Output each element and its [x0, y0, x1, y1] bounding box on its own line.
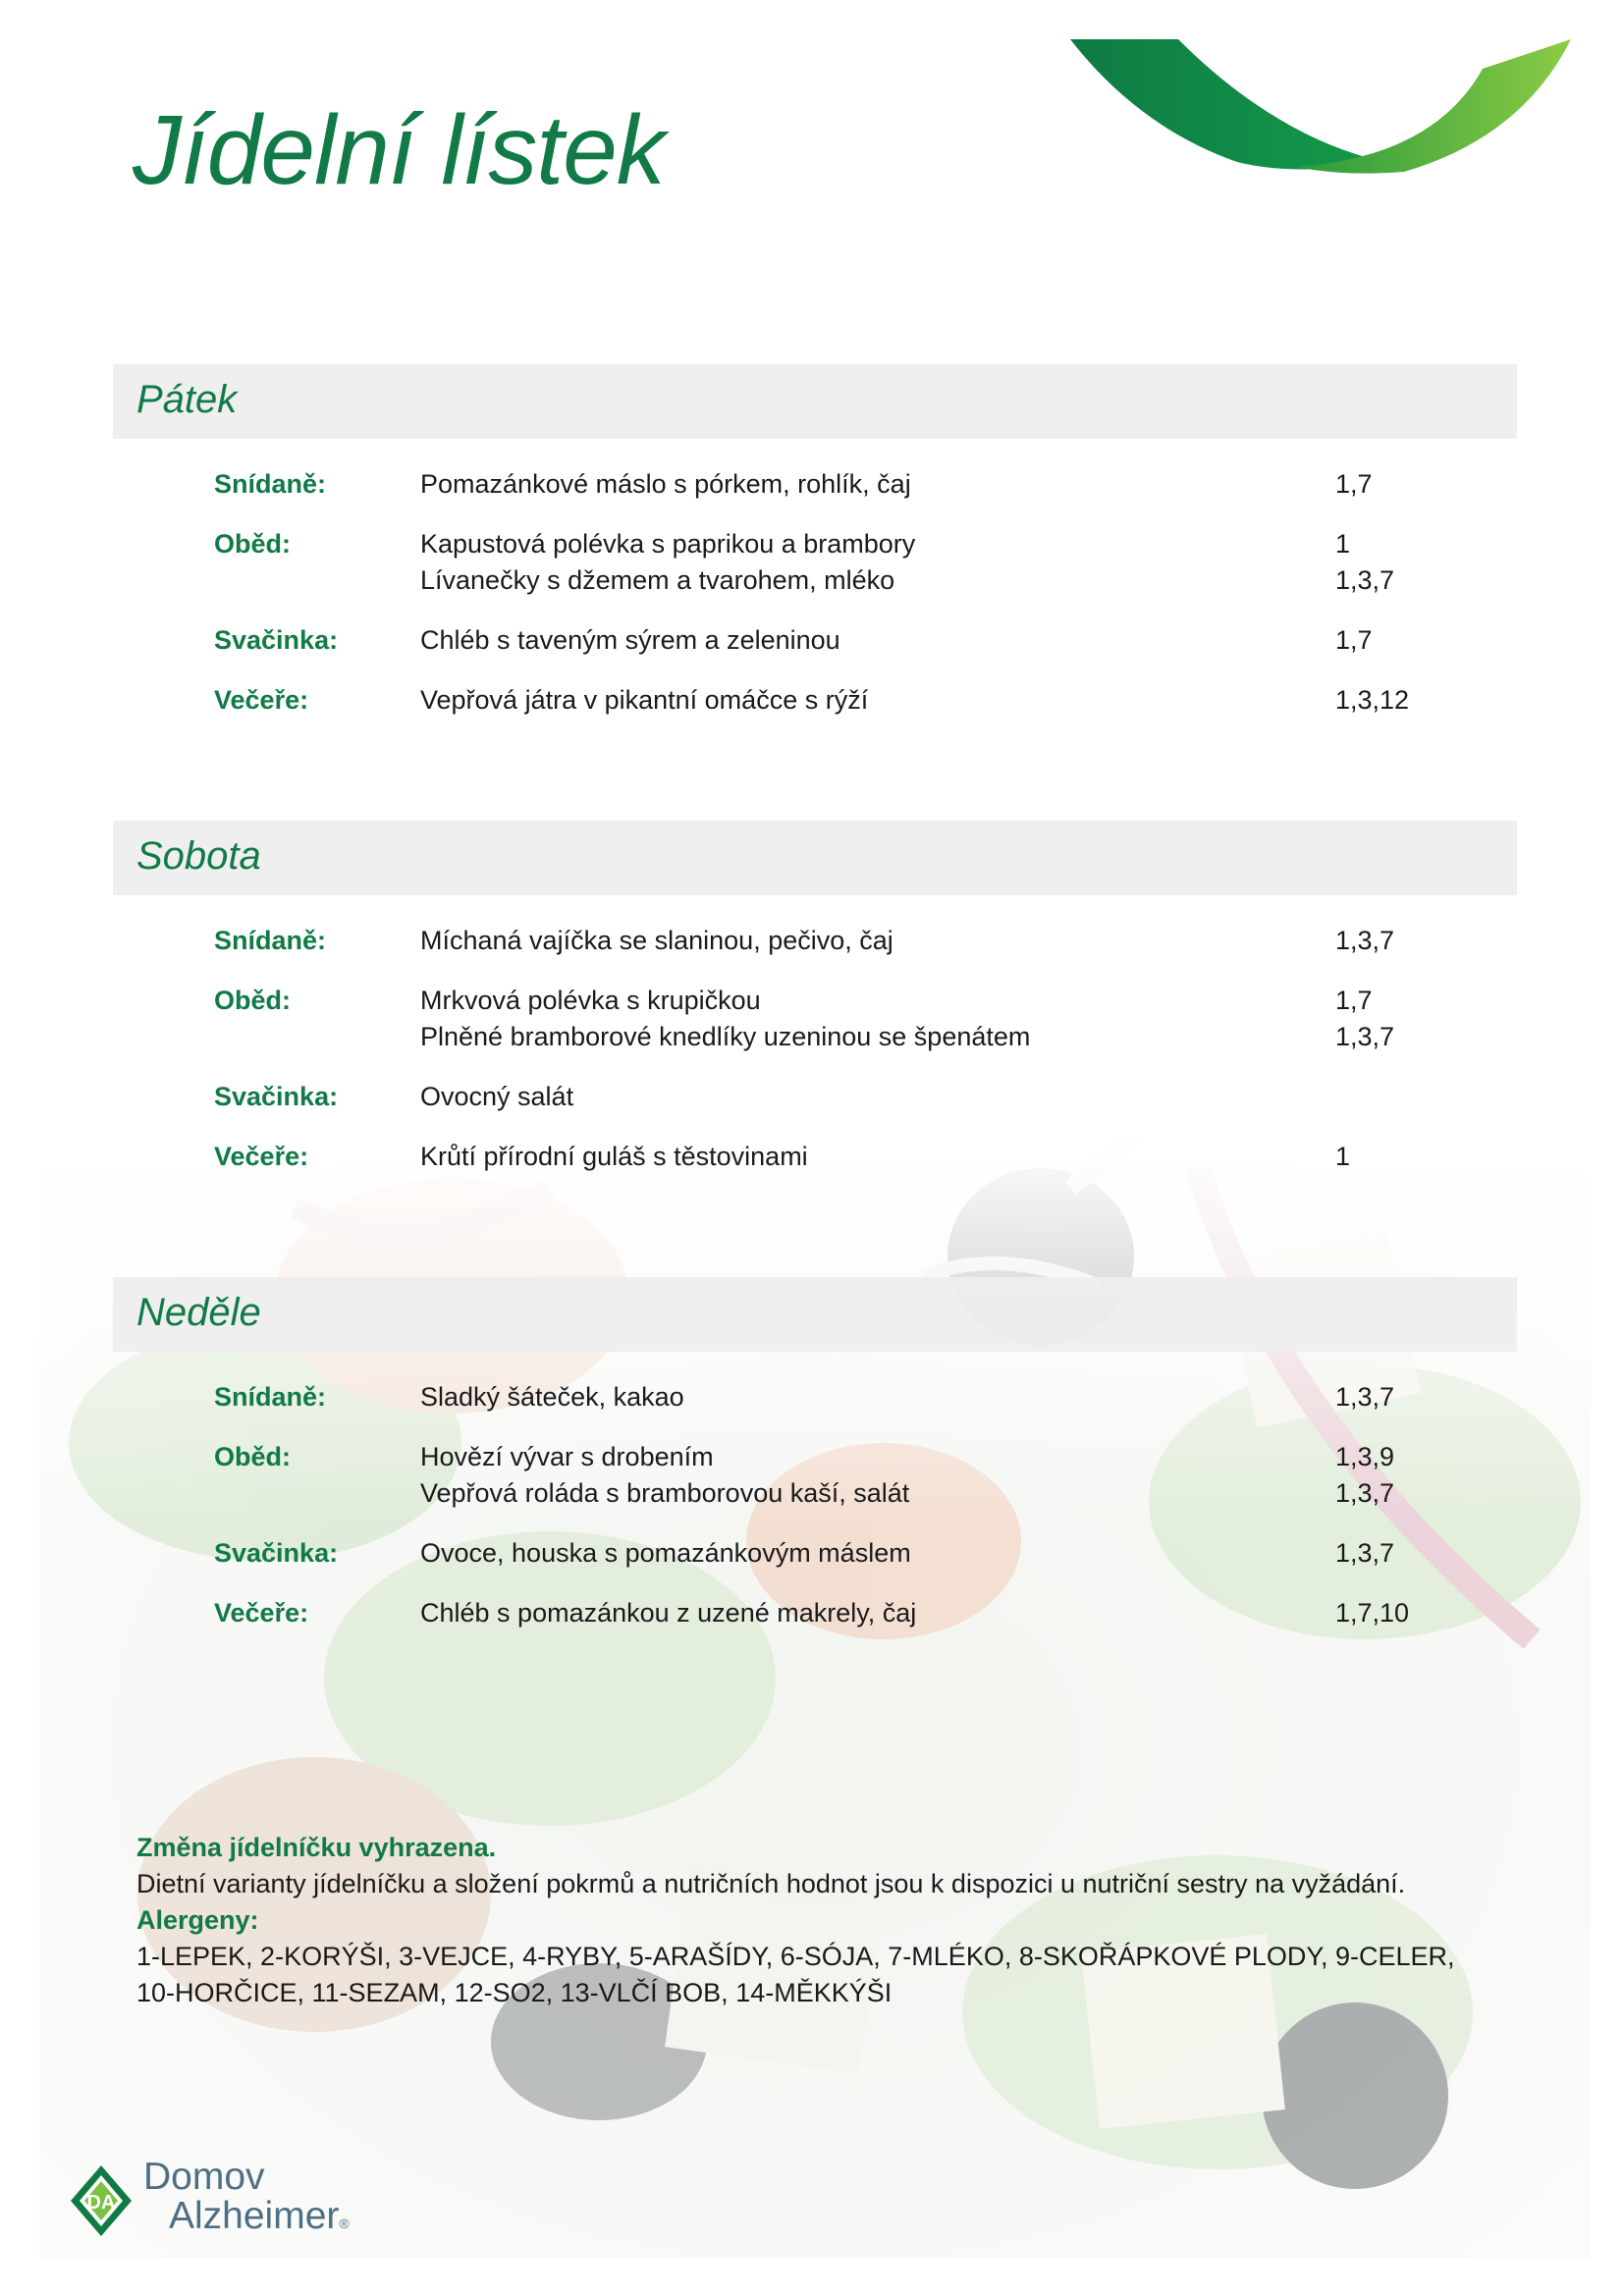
day-name: Sobota: [136, 834, 261, 878]
meal-label: Svačinka:: [214, 1538, 339, 1568]
day-name: Pátek: [136, 378, 238, 421]
allergens-list-line-2: 10-HORČICE, 11-SEZAM, 12-SO2, 13-VLČÍ BOB, 14-MĚKKÝŠI: [136, 1978, 893, 2007]
allergens-list-line-1: 1-LEPEK, 2-KORÝŠI, 3-VEJCE, 4-RYBY, 5-ARAŠÍDY, 6-SÓJA, 7-MLÉKO, 8-SKOŘÁPKOVÉ PLODY, 9-CELER,: [136, 1942, 1455, 1971]
dish-text: Krůtí přírodní guláš s těstovinami: [420, 1142, 808, 1171]
logo-mark-icon: [67, 2162, 135, 2240]
meal-label: Večeře:: [214, 1142, 309, 1171]
logo-line-2: Alzheimer: [169, 2195, 340, 2237]
diet-info: Dietní varianty jídelníčku a složení pokrmů a nutričních hodnot jsou k dispozici u nutriční sestry na vyžádání.: [136, 1869, 1406, 1898]
meal-label: Svačinka:: [214, 1082, 339, 1111]
allergen-codes: 1,7: [1335, 986, 1373, 1015]
logo-line-2-wrap: [143, 2197, 350, 2243]
dish-text: Vepřová roláda s bramborovou kaší, salát: [420, 1478, 910, 1508]
dish-text: Mrkvová polévka s krupičkou: [420, 986, 761, 1015]
dish-text: Plněné bramborové knedlíky uzeninou se špenátem: [420, 1022, 1031, 1051]
dish-text: Sladký šáteček, kakao: [420, 1382, 684, 1412]
allergen-codes: 1,3,7: [1335, 1538, 1395, 1568]
meal-label: Snídaně:: [214, 469, 327, 499]
menu-notes: [136, 1830, 1531, 2011]
allergen-codes: 1,7,10: [1335, 1598, 1410, 1628]
dish-text: Hovězí vývar s drobením: [420, 1442, 714, 1471]
meal-label: Oběd:: [214, 986, 291, 1015]
meal-label: Večeře:: [214, 1598, 309, 1628]
day-section-saturday: [113, 821, 1517, 1171]
allergens-heading: Alergeny:: [136, 1905, 259, 1935]
allergen-codes: 1,3,7: [1335, 1478, 1395, 1508]
day-header: [113, 1277, 1517, 1352]
logo-line-1: Domov: [143, 2156, 265, 2198]
day-header: [113, 821, 1517, 895]
registered-mark: ®: [339, 2216, 350, 2231]
dish-text: Ovoce, houska s pomazánkovým máslem: [420, 1538, 911, 1568]
dish-text: Kapustová polévka s paprikou a brambory: [420, 529, 916, 559]
day-name: Neděle: [136, 1291, 261, 1334]
allergen-codes: 1,3,9: [1335, 1442, 1395, 1471]
dish-text: Ovocný salát: [420, 1082, 574, 1111]
meal-label: Večeře:: [214, 685, 309, 715]
allergen-codes: 1,3,7: [1335, 565, 1395, 595]
allergen-codes: 1,3,7: [1335, 1382, 1395, 1412]
day-section-sunday: [113, 1277, 1517, 1628]
logo-monogram: DA: [86, 2192, 116, 2214]
dish-text: Chléb s pomazánkou z uzené makrely, čaj: [420, 1598, 917, 1628]
logo: [67, 2158, 361, 2246]
allergen-codes: 1,3,7: [1335, 1022, 1395, 1051]
dish-text: Vepřová játra v pikantní omáčce s rýží: [420, 685, 869, 715]
meal-label: Snídaně:: [214, 926, 327, 955]
allergen-codes: 1,7: [1335, 469, 1373, 499]
allergen-codes: 1: [1335, 529, 1351, 559]
change-notice: Změna jídelníčku vyhrazena.: [136, 1833, 497, 1862]
ribbon-decoration: [1060, 29, 1591, 177]
meal-label: Oběd:: [214, 529, 291, 559]
allergen-codes: 1: [1335, 1142, 1351, 1171]
day-section-friday: [113, 364, 1517, 715]
day-header: [113, 364, 1517, 439]
page-title: Jídelní lístek: [133, 95, 665, 205]
meal-label: Snídaně:: [214, 1382, 327, 1412]
meal-label: Svačinka:: [214, 625, 339, 655]
dish-text: Pomazánkové máslo s pórkem, rohlík, čaj: [420, 469, 911, 499]
dish-text: Míchaná vajíčka se slaninou, pečivo, čaj: [420, 926, 893, 955]
logo-wordmark: [143, 2158, 350, 2243]
dish-text: Lívanečky s džemem a tvarohem, mléko: [420, 565, 895, 595]
allergen-codes: 1,3,7: [1335, 926, 1395, 955]
dish-text: Chléb s taveným sýrem a zeleninou: [420, 625, 840, 655]
allergen-codes: 1,3,12: [1335, 685, 1410, 715]
allergen-codes: 1,7: [1335, 625, 1373, 655]
meal-label: Oběd:: [214, 1442, 291, 1471]
